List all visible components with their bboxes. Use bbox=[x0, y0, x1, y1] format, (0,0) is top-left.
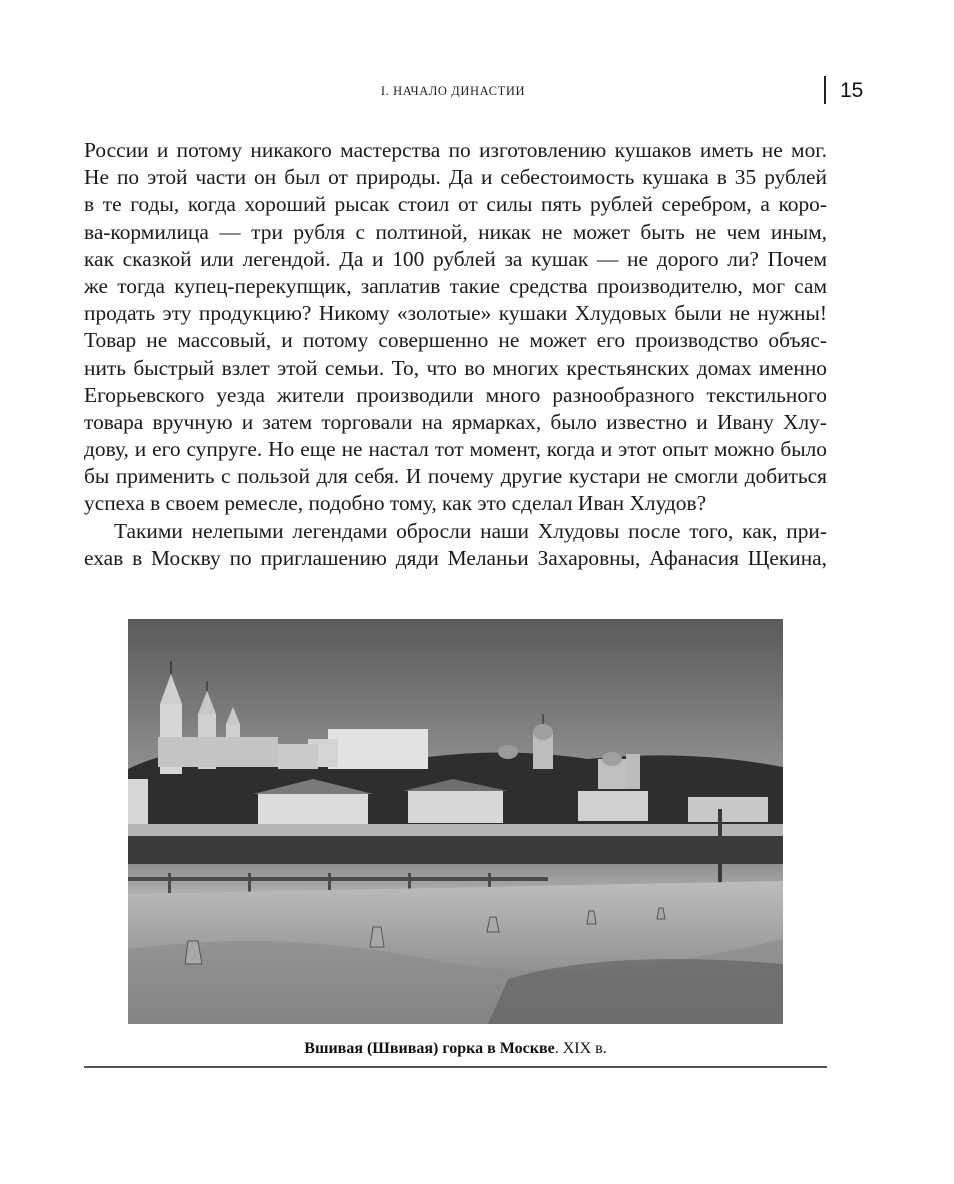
text-line: России и потому никакого мастерства по изготовлению кушаков иметь не мог. bbox=[84, 138, 827, 162]
text-line: как сказкой или легендой. Да и 100 рублей за кушак — не дорого ли? Почем bbox=[84, 246, 827, 271]
text-line: бы применить с пользой для себя. И почему другие кустари не смогли добиться bbox=[84, 464, 827, 489]
body-text bbox=[84, 137, 827, 572]
text-line-paragraph-start: Такими нелепыми легендами обросли наши Хлудовы после того, как, при- bbox=[114, 518, 827, 543]
text-line: товара вручную и затем торговали на ярмарках, было известно и Ивану Хлу- bbox=[84, 409, 827, 434]
text-line: продать эту продукцию? Никому «золотые» кушаки Хлудовых были не нужны! bbox=[84, 301, 827, 326]
text-line: ехав в Москву по приглашению дяди Меланьи Захаровны, Афанасия Щекина, bbox=[84, 545, 827, 570]
text-line: в те годы, когда хороший рысак стоил от силы пять рублей серебром, а коро- bbox=[84, 192, 827, 217]
figure-caption bbox=[84, 1040, 827, 1058]
running-title: I. НАЧАЛО ДИНАСТИИ bbox=[380, 84, 526, 98]
text-line: успеха в своем ремесле, подобно тому, как это сделал Иван Хлудов? bbox=[84, 491, 707, 516]
caption-date: . XIX в. bbox=[554, 1040, 607, 1057]
text-line: Не по этой части он был от природы. Да и себестоимость кушака в 35 рублей bbox=[84, 165, 827, 190]
photo-illustration bbox=[128, 619, 783, 1024]
text-line: Товар не массовый, и потому совершенно не может его производство объяс- bbox=[84, 328, 827, 353]
text-line: же тогда купец-перекупщик, заплатив такие средства производителю, мог сам bbox=[84, 273, 827, 298]
text-line: дову, и его супруге. Но еще не настал тот момент, когда и этот опыт можно было bbox=[84, 437, 827, 462]
text-line: ва-кормилица — три рубля с полтиной, никак не может быть не чем иным, bbox=[84, 219, 827, 244]
header-divider bbox=[824, 76, 826, 104]
caption-divider bbox=[84, 1066, 827, 1068]
caption-title: Вшивая (Швивая) горка в Москве bbox=[304, 1040, 555, 1057]
page-number: 15 bbox=[840, 79, 864, 102]
text-line: нить быстрый взлет этой семьи. То, что во многих крестьянских домах именно bbox=[84, 355, 827, 380]
running-head bbox=[0, 79, 954, 102]
historical-photo bbox=[128, 619, 783, 1024]
text-line: Егорьевского уезда жители производили много разнообразного текстильного bbox=[84, 382, 827, 407]
